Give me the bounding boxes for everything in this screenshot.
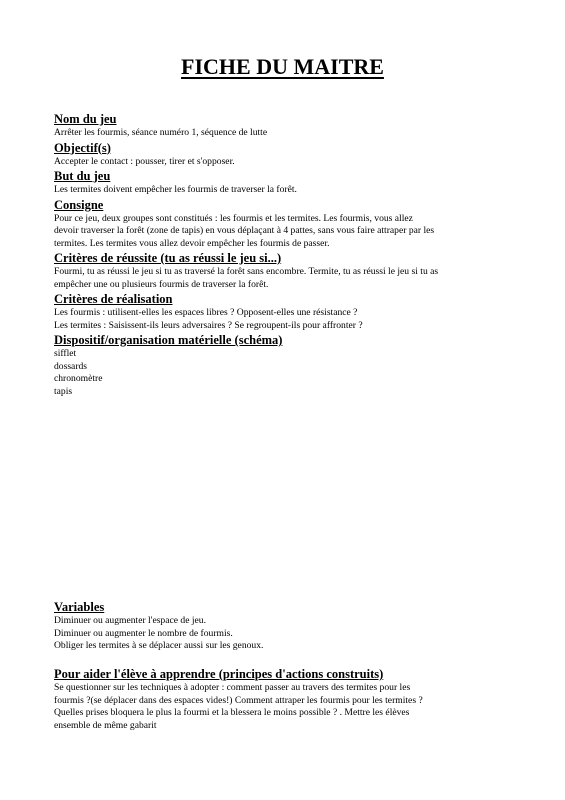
heading-criteres-reussite: Critères de réussite (tu as réussi le jeu si...) [54, 251, 282, 265]
text-but-du-jeu: Les termites doivent empêcher les fourmis de traverser la forêt. [54, 184, 297, 195]
heading-consigne: Consigne [54, 197, 104, 212]
text-objectifs: Accepter le contact : pousser, tirer et s'opposer. [54, 155, 235, 167]
section-nom-du-jeu [54, 112, 516, 140]
heading-criteres-realisation: Critères de réalisation [54, 292, 173, 306]
page-title: FICHE DU MAITRE [181, 54, 384, 79]
variable-line: Diminuer ou augmenter l'espace de jeu. [54, 615, 206, 626]
reussite-line: Fourmi, tu as réussi le jeu si tu as traversé la forêt sans encombre. Termite, tu as réussi le jeu si tu as [54, 266, 439, 277]
aider-line: Quelles prises bloquera le plus la fourmi et la blessera le moins possible ? . Mettre les élèves [54, 707, 410, 718]
section-objectifs [54, 141, 516, 169]
material-item: sifflet [54, 348, 77, 359]
material-item: tapis [54, 385, 73, 397]
consigne-line: devoir traverser la forêt (zone de tapis) en vous déplaçant à 4 pattes, sans vous faire attraper par les [54, 225, 435, 236]
realisation-line: Les termites : Saisissent-ils leurs adversaires ? Se regroupent-ils pour affronter ? [54, 319, 363, 331]
heading-nom-du-jeu: Nom du jeu [54, 112, 117, 126]
heading-variables: Variables [54, 600, 105, 614]
variable-line: Obliger les termites à se déplacer aussi sur les genoux. [54, 640, 264, 651]
section-consigne [54, 198, 516, 251]
material-item: chronomètre [54, 373, 103, 384]
aider-line: Se questionner sur les techniques à adopter : comment passer au travers des termites pour les [54, 682, 411, 693]
heading-dispositif: Dispositif/organisation matérielle (schéma) [54, 333, 283, 347]
reussite-line: empêcher une ou plusieurs fourmis de traverser la forêt. [54, 278, 269, 290]
text-nom-du-jeu: Arrêter les fourmis, séance numéro 1, séquence de lutte [54, 127, 268, 138]
document-body [54, 112, 516, 398]
consigne-line: termites. Les termites vous allez devoir empêcher les fourmis de passer. [54, 237, 330, 249]
aider-line: fourmis ?(se déplacer dans des espaces vides!) Comment attraper les fourmis pour les termites ? [54, 694, 423, 706]
section-but-du-jeu [54, 169, 516, 197]
section-aider-eleve [54, 667, 516, 732]
heading-but-du-jeu: But du jeu [54, 169, 111, 183]
aider-line: ensemble de même gabarit [54, 719, 157, 731]
heading-aider-eleve: Pour aider l'élève à apprendre (principes d'actions construits) [54, 667, 384, 681]
section-dispositif [54, 333, 516, 398]
section-variables [54, 600, 516, 653]
realisation-line: Les fourmis : utilisent-elles les espaces libres ? Opposent-elles une résistance ? [54, 307, 358, 318]
consigne-line: Pour ce jeu, deux groupes sont constitués : les fourmis et les termites. Les fourmis, vous allez [54, 212, 413, 224]
section-criteres-reussite [54, 251, 516, 291]
variable-line: Diminuer ou augmenter le nombre de fourmis. [54, 627, 233, 639]
heading-objectifs: Objectif(s) [54, 140, 111, 155]
material-item: dossards [54, 360, 88, 372]
section-criteres-realisation [54, 292, 516, 332]
